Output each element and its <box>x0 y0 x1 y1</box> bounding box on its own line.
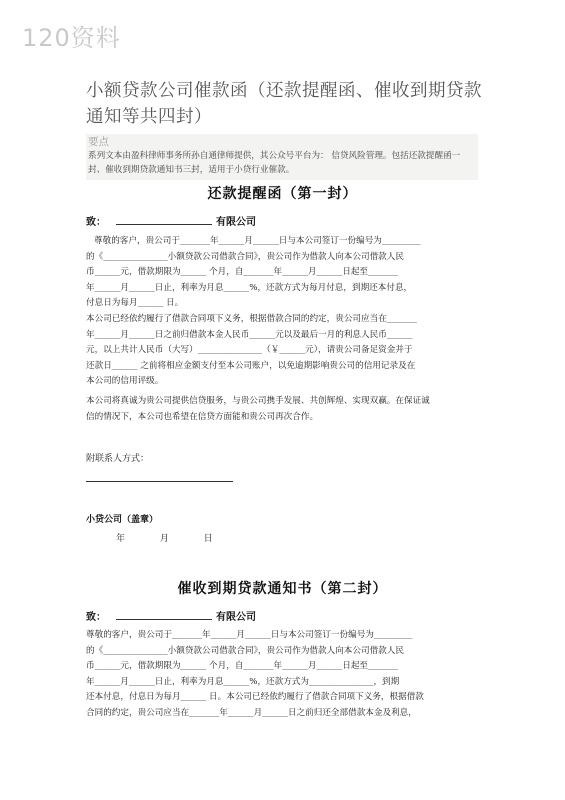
text-line: 的《_______________小额贷款公司借款合同》，贵公司作为借款人向本公司借款人民 <box>86 645 404 656</box>
summary-label: 要点 <box>88 136 109 148</box>
text-line: 本公司的信用评级。 <box>86 376 164 387</box>
text-line: 还款日______ 之前将相应金额支付至本公司账户，以免逾期影响贵公司的信用记录及在 <box>86 360 416 371</box>
summary-text: 系列文本由盈科律师事务所孙自通律师提供，其公众号平台为： 信贷风险管理。包括还款提醒函一封、催收到期贷款通知书三封，适用于小贷行业催款。 <box>88 151 461 175</box>
recipient-blank <box>116 215 212 225</box>
recipient-blank <box>116 610 212 620</box>
letter1-recipient <box>86 213 256 228</box>
letter1-paragraph-1 <box>86 234 480 312</box>
text-line: 年______月______日止，利率为月息______%，还款方式为每月付息，到期还本付息， <box>86 282 413 293</box>
text-line: 合同的约定，贵公司应当在_______年______月______日之前归还全部借款本金及利息， <box>86 707 417 718</box>
text-line: 币______元，借款期限为______ 个月，自_______年______月______日起至_______ <box>86 267 399 278</box>
company-seal-label: 小贷公司（盖章） <box>86 515 159 525</box>
recipient-prefix: 致： <box>86 217 106 228</box>
letter1-heading: 还款提醒函（第一封） <box>207 186 358 202</box>
text-line: 付息日为每月______ 日。 <box>86 298 184 309</box>
text-line: 还本付息，付息日为每月______ 日。本公司已经依约履行了借款合同项下义务，根据借款 <box>86 692 424 703</box>
text-line: 信的情况下，本公司也希望在信贷方面能和贵公司再次合作。 <box>86 411 319 422</box>
contact-signature-line <box>86 481 233 482</box>
letter1-paragraph-2 <box>86 312 480 390</box>
letter2-paragraph-1 <box>86 628 480 722</box>
contact-label: 附联系人方式： <box>86 454 150 464</box>
text-line: 币______元，借款期限为______ 个月，自_______年______月______日起至_______ <box>86 661 399 672</box>
text-line: 尊敬的客户，贵公司于_______年______月______日与本公司签订一份编号为_________ <box>94 236 421 246</box>
recipient-suffix: 有限公司 <box>216 612 256 623</box>
document-title: 小额贷款公司催款函（还款提醒函、催收到期贷款通知等共四封） <box>86 81 482 127</box>
recipient-prefix: 致： <box>86 612 106 623</box>
text-line: 元，以上共计人民币（大写）_______________（￥______元），请贵公司备足资金并于 <box>86 345 413 356</box>
text-line: 年______月______日止，利率为月息______%，还款方式为_______________，到期 <box>86 676 400 687</box>
text-line: 的《_______________小额贷款公司借款合同》，贵公司作为借款人向本公司借款人民 <box>86 251 404 262</box>
letter2-recipient <box>86 608 256 623</box>
text-line: 尊敬的客户，贵公司于_______年______月______日与本公司签订一份编号为_________ <box>86 630 413 640</box>
summary-box <box>86 134 478 180</box>
watermark: 120资料 <box>22 24 121 52</box>
letter1-paragraph-3 <box>86 394 480 425</box>
text-line: 本公司已经依约履行了借款合同项下义务，根据借款合同的约定，贵公司应当在_______ <box>86 314 417 324</box>
recipient-suffix: 有限公司 <box>216 217 256 228</box>
text-line: 本公司将真诚为贵公司提供信贷服务，与贵公司携手发展、共创辉煌、实现双赢。在保证诚 <box>86 396 430 406</box>
date-line: 年 月 日 <box>116 534 213 544</box>
text-line: 年______月______日之前归借款本金人民币______元以及最后一月的利息人民币______ <box>86 329 413 340</box>
letter2-heading: 催收到期贷款通知书（第二封） <box>177 581 388 597</box>
